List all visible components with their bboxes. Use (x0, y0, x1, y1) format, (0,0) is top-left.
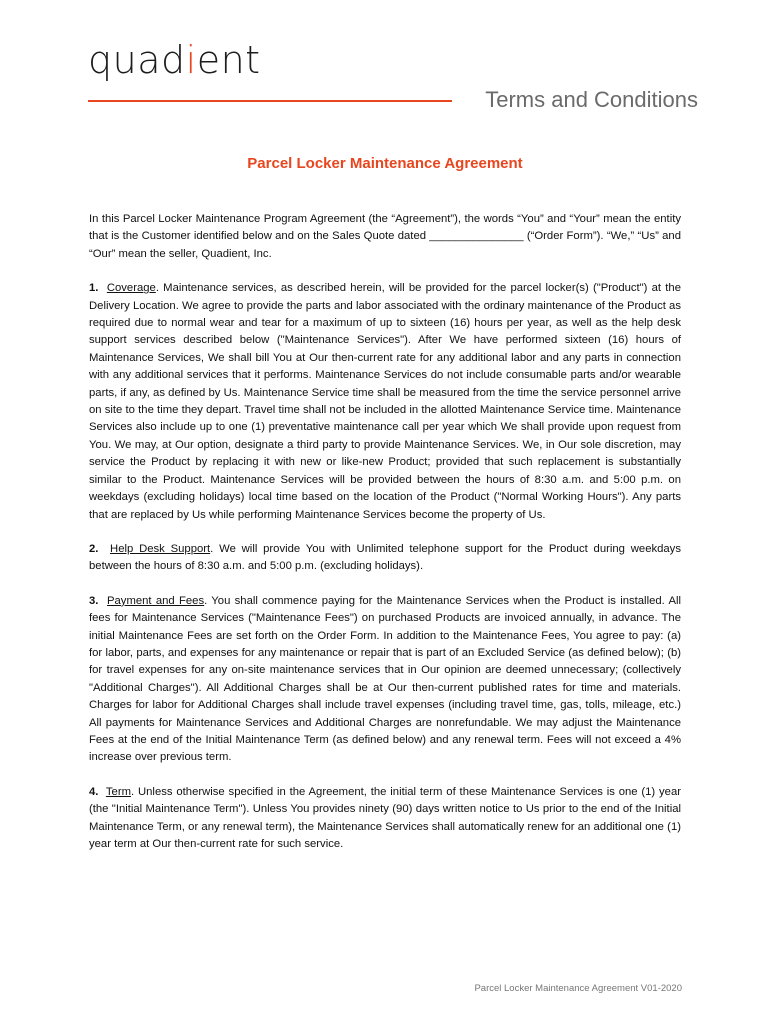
section-heading: Payment and Fees (106, 594, 205, 607)
section-heading: Term (105, 785, 132, 798)
intro-paragraph: In this Parcel Locker Maintenance Program Agreement (the “Agreement”), the words “You” and “Your” mean the entity that is the Customer identified below and on the Sales Quote dated _______________ (“Order Form”). “We,” “Us” and “Our” mean the seller, Quadient, Inc. (89, 213, 681, 260)
section-title: Terms and Conditions (485, 87, 698, 112)
quadient-logo (88, 38, 261, 82)
document-body (89, 211, 681, 870)
section-payment (89, 593, 681, 767)
logo-text-end: ent (196, 38, 261, 82)
document-title: Parcel Locker Maintenance Agreement (247, 155, 523, 172)
section-body: . You shall commence paying for the Maintenance Services when the Product is installed. All fees for Maintenance Services ("Maintenance Fees") on purchased Products are invoiced annually, in advance. The initial Maintenance Fees are set forth on the Order Form. In addition to the Maintenance Fees, You agree to pay: (a) for labor, parts, and expenses for any maintenance or repair that is part of an Excluded Service (as defined below); (b) for travel expenses for any on-site maintenance services that in Our opinion are deemed unnecessary; (collectively "Additional Charges"). All Additional Charges shall be at Our then-current published rates for time and materials. Charges for labor for Additional Charges shall include travel expenses (including travel time, gas, tolls, mileage, etc.) All payments for Maintenance Services and Additional Charges are nonrefundable. We may adjust the Maintenance Fees at the end of the Initial Maintenance Term (as defined below) and any renewal term. Fees will not exceed a 4% increase over previous term. (89, 594, 681, 764)
section-body: . Maintenance services, as described herein, will be provided for the parcel locker(s) ("Product") at the Delivery Location. We agree to provide the parts and labor associated with the ordinary maintenance of the Product as required due to normal wear and tear for a maximum of up to sixteen (16) hours per year, as well as the help desk support services described below ("Maintenance Services"). After We have performed sixteen (16) hours of Maintenance Services, We shall bill You at Our then-current rate for any additional labor and any parts in connection with any additional services that it performs. Maintenance Services do not include consumable parts and/or wearable parts, if any, as defined by Us. Maintenance Service time shall be measured from the time the service personnel arrive on site to the time they depart. Travel time shall not be included in the allotted Maintenance Service time. Maintenance Services also include up to one (1) preventative maintenance call per year which We shall provide upon request from You. We may, at Our option, designate a third party to provide Maintenance Services. We, in Our sole discretion, may service the Product by replacing it with new or like-new Product; provided that such replacement is substantially similar to the Product. Maintenance Services will be provided between the hours of 8:30 a.m. and 5:00 p.m. on weekdays (excluding holidays) local time based on the location of the Product ("Normal Working Hours"). Any parts that are replaced by Us while performing Maintenance Services become the property of Us. (89, 282, 681, 521)
section-body: . We will provide You with Unlimited telephone support for the Product during weekdays between the hours of 8:30 a.m. and 5:00 p.m. (excluding holidays). (89, 542, 681, 573)
section-body: . Unless otherwise specified in the Agreement, the initial term of these Maintenance Services is one (1) year (the "Initial Maintenance Term"). Unless You provides ninety (90) days written notice to Us prior to the end of the Initial Maintenance Term, or any renewal term), the Maintenance Services shall automatically renew for an additional one (1) year term at Our then-current rate for such service. (89, 785, 682, 850)
logo-text-start: quad (88, 38, 186, 82)
section-number: 2. (89, 542, 99, 555)
section-heading: Coverage (106, 282, 156, 295)
section-coverage (89, 280, 681, 524)
section-help-desk (89, 541, 681, 576)
logo-text-accent: i (185, 38, 197, 82)
section-heading: Help Desk Support (110, 542, 211, 555)
page-footer: Parcel Locker Maintenance Agreement V01-2020 (474, 983, 682, 994)
section-number: 3. (89, 594, 99, 607)
section-number: 4. (89, 785, 99, 798)
section-number: 1. (89, 282, 99, 295)
section-term (89, 784, 681, 854)
header-rule (88, 100, 452, 102)
